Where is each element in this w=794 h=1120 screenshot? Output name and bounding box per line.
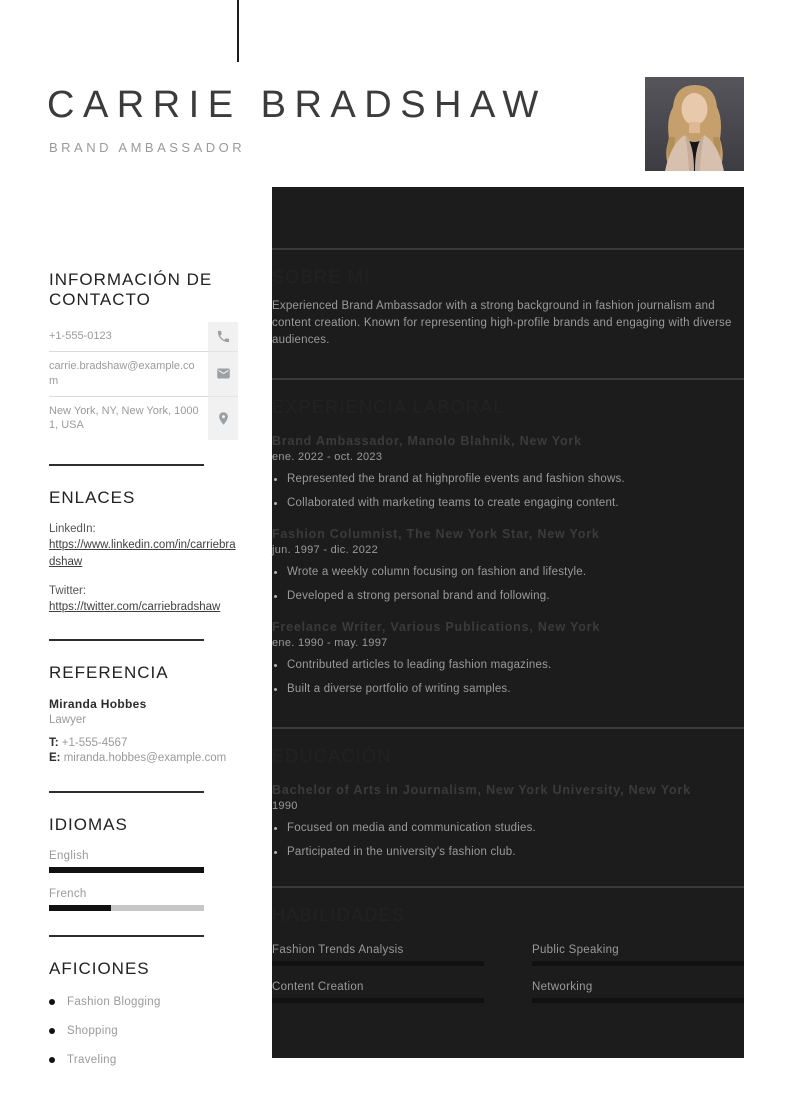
skill-name: Public Speaking	[532, 943, 619, 956]
degree-title: Bachelor of Arts in Journalism, New York University, New York	[272, 782, 691, 797]
job-bullet	[272, 472, 744, 487]
language-level-bar	[49, 905, 111, 911]
link-item-linkedin	[49, 521, 238, 569]
bullet-text: Participated in the university's fashion club.	[287, 845, 516, 858]
skill-item	[532, 944, 744, 966]
about-text: Experienced Brand Ambassador with a strong background in fashion journalism and content creation. Known for representing high-profile brands and engaging with diverse audiences.	[272, 300, 732, 347]
sidebar	[49, 270, 238, 1066]
bullet-text: Contributed articles to leading fashion magazines.	[287, 658, 552, 671]
skill-level-track	[532, 961, 744, 966]
top-divider-line	[237, 0, 239, 62]
bullet-icon	[274, 664, 277, 667]
skill-name: Networking	[532, 980, 593, 993]
candidate-name: CARRIE BRADSHAW	[47, 84, 547, 126]
linkedin-label: LinkedIn:	[49, 523, 96, 536]
degree-dates: 1990	[272, 799, 298, 812]
job-bullet	[272, 658, 744, 673]
experience-entry	[272, 620, 744, 697]
bullet-text: Developed a strong personal brand and following.	[287, 589, 550, 602]
job-bullets	[272, 472, 744, 511]
spacer	[272, 860, 744, 886]
job-bullet	[272, 682, 744, 697]
reference-name: Miranda Hobbes	[49, 696, 147, 711]
hobbies-section-heading: AFICIONES	[49, 958, 150, 978]
languages-section-heading: IDIOMAS	[49, 814, 128, 834]
experience-entry	[272, 434, 744, 511]
sidebar-rule	[49, 791, 204, 793]
education-entry	[272, 783, 744, 860]
skill-item	[532, 981, 744, 1003]
links-section-heading: ENLACES	[49, 488, 136, 508]
job-bullet	[272, 496, 744, 511]
language-name: French	[49, 887, 87, 900]
reference-phone-value: +1-555-4567	[61, 736, 128, 749]
experience-section-heading: EXPERIENCIA LABORAL	[272, 397, 505, 418]
hobby-item	[49, 996, 238, 1008]
bullet-icon	[274, 478, 277, 481]
hobby-item	[49, 1025, 238, 1037]
degree-bullets	[272, 821, 744, 860]
skill-level-bar	[272, 998, 484, 1003]
address-value: New York, NY, New York, 10001, USA	[49, 404, 199, 432]
skill-level-track	[272, 961, 484, 966]
bullet-icon	[49, 1028, 55, 1034]
job-dates: ene. 1990 - may. 1997	[272, 636, 388, 649]
job-bullet	[272, 565, 744, 580]
sidebar-rule	[49, 935, 204, 937]
spacer	[272, 697, 744, 727]
hobby-label: Fashion Blogging	[67, 996, 161, 1008]
about-section-heading: SOBRE MÍ	[272, 267, 371, 287]
candidate-title: BRAND AMBASSADOR	[49, 140, 246, 155]
contact-list	[49, 322, 238, 440]
mail-icon	[208, 352, 238, 397]
sidebar-rule	[49, 639, 204, 641]
language-item	[49, 850, 204, 873]
contact-row-email	[49, 352, 238, 397]
education-section-heading: EDUCACIÓN	[272, 745, 392, 766]
hobby-label: Traveling	[67, 1054, 117, 1066]
experience-entry	[272, 527, 744, 604]
job-dates: ene. 2022 - oct. 2023	[272, 451, 383, 464]
skill-item	[272, 981, 484, 1003]
language-level-track	[49, 867, 204, 873]
bullet-text: Focused on media and communication studies.	[287, 821, 536, 834]
reference-phone-line	[49, 736, 238, 752]
contact-section-heading: INFORMACIÓN DE CONTACTO	[49, 270, 213, 310]
bullet-icon	[274, 851, 277, 854]
portrait-illustration	[645, 77, 744, 171]
language-item	[49, 888, 204, 911]
skill-level-track	[272, 998, 484, 1003]
contact-row-address	[49, 397, 238, 441]
bullet-text: Wrote a weekly column focusing on fashion and lifestyle.	[287, 565, 587, 578]
reference-section-heading: REFERENCIA	[49, 662, 169, 682]
phone-value: +1-555-0123	[49, 322, 208, 352]
bullet-icon	[274, 502, 277, 505]
job-dates: jun. 1997 - dic. 2022	[272, 543, 378, 556]
email-value: carrie.bradshaw@example.com	[49, 352, 208, 397]
bullet-icon	[274, 688, 277, 691]
reference-contact	[49, 736, 238, 767]
section-rule	[272, 378, 744, 380]
contact-row-phone	[49, 322, 238, 352]
job-bullet	[272, 589, 744, 604]
skills-section-heading: HABILIDADES	[272, 904, 406, 925]
section-rule	[272, 886, 744, 888]
bullet-icon	[49, 999, 55, 1005]
section-rule	[272, 727, 744, 729]
profile-photo	[645, 77, 744, 171]
bullet-text: Collaborated with marketing teams to create engaging content.	[287, 496, 619, 509]
bullet-icon	[49, 1057, 55, 1063]
sidebar-rule	[49, 464, 204, 466]
reference-email-value: miranda.hobbes@example.com	[63, 752, 227, 765]
reference-role: Lawyer	[49, 713, 87, 726]
skill-name: Content Creation	[272, 980, 364, 993]
degree-bullet	[272, 821, 744, 836]
language-level-track	[49, 905, 204, 911]
bullet-text: Represented the brand at highprofile events and fashion shows.	[287, 473, 625, 486]
job-title: Freelance Writer, Various Publications, New York	[272, 619, 601, 634]
language-name: English	[49, 849, 89, 862]
twitter-label: Twitter:	[49, 584, 87, 597]
language-level-bar	[49, 867, 204, 873]
reference-phone-label: T:	[49, 736, 59, 749]
link-item-twitter	[49, 583, 238, 615]
bullet-icon	[274, 595, 277, 598]
degree-bullet	[272, 845, 744, 860]
hobby-item	[49, 1054, 238, 1066]
job-bullets	[272, 565, 744, 604]
bullet-text: Built a diverse portfolio of writing samples.	[287, 682, 511, 695]
hobby-label: Shopping	[67, 1025, 118, 1037]
linkedin-link[interactable]: https://www.linkedin.com/in/carriebradshaw	[49, 539, 236, 568]
job-bullets	[272, 658, 744, 697]
skill-level-bar	[272, 961, 484, 966]
skill-item	[272, 944, 484, 966]
job-title: Fashion Columnist, The New York Star, New York	[272, 526, 600, 541]
reference-email-label: E:	[49, 752, 61, 765]
twitter-link[interactable]: https://twitter.com/carriebradshaw	[49, 600, 221, 613]
job-title: Brand Ambassador, Manolo Blahnik, New York	[272, 434, 582, 449]
bullet-icon	[274, 571, 277, 574]
reference-email-line	[49, 751, 238, 767]
skill-name: Fashion Trends Analysis	[272, 943, 404, 956]
skills-grid	[272, 944, 744, 1003]
skill-level-bar	[532, 961, 744, 966]
phone-icon	[208, 322, 238, 352]
skill-level-track	[532, 998, 744, 1003]
location-icon	[208, 397, 238, 441]
section-rule	[272, 248, 744, 250]
main-column	[272, 248, 744, 1003]
skill-level-bar	[532, 998, 744, 1003]
bullet-icon	[274, 827, 277, 830]
